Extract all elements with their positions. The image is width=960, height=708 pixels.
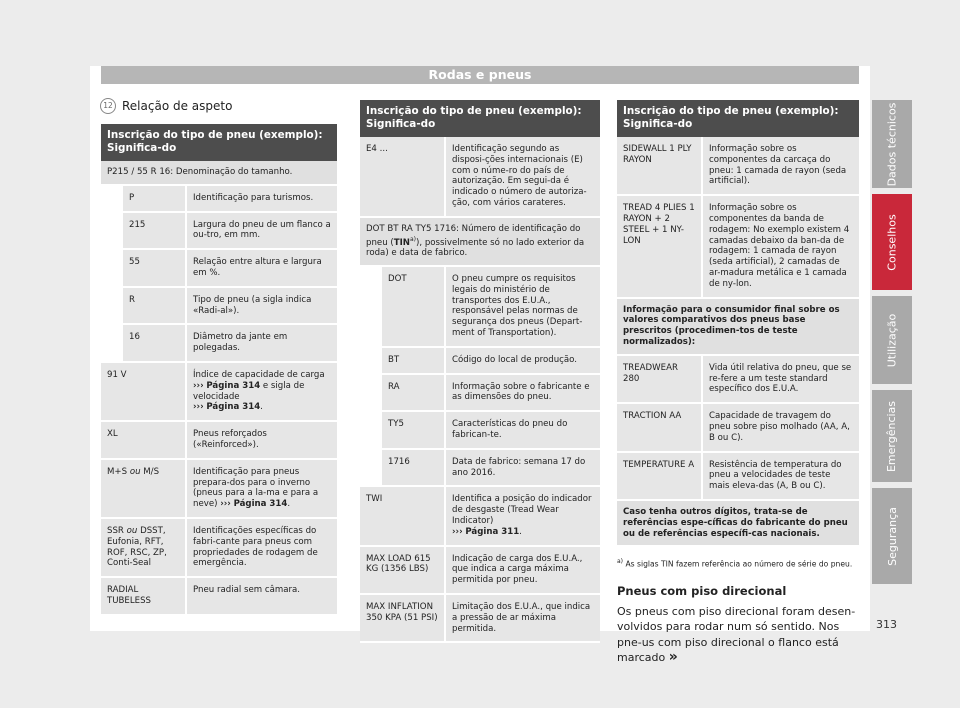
table-row: TEMPERATURE A Resistência de temperatura do pneu a velocidades de teste mais eleva-das (A, B ou C).: [617, 453, 859, 501]
table-row: RADIAL TUBELESS Pneu radial sem câmara.: [101, 578, 337, 616]
page-link-arrow: ›››: [220, 499, 231, 510]
table-row: 1716 Data de fabrico: semana 17 do ano 2016.: [360, 450, 600, 488]
tab-utilizacao[interactable]: Utilização: [872, 296, 912, 384]
section-heading: [100, 98, 232, 114]
table-row: M+S ou M/S Identificação para pneus prepara-dos para o inverno (pneus para a la-ma e para a neve) ››› Página 314.: [101, 460, 337, 519]
table-row: TREAD 4 PLIES 1 RAYON + 2 STEEL + 1 NY-LON Informação sobre os componentes da banda de rodagem: No exemplo existem 4 camadas debaixo da ban-da de rodagem: 1 camada de rayon (seda artificial), 2 camadas de ar-madura metálica e 1 camada de ny-lon.: [617, 196, 859, 298]
page-link-arrow: ›››: [193, 380, 204, 391]
page-link[interactable]: Página 311: [465, 526, 520, 537]
continue-arrow: »: [668, 649, 678, 666]
table-row: R Tipo de pneu (a sigla indica «Radi-al»).: [101, 288, 337, 326]
page-link[interactable]: Página 314: [206, 380, 261, 391]
table-section: DOT BT RA TY5 1716: Número de identificação do pneu (TIN$^{a)}$), possivelmente só no lado exterior da roda) e data de fabrico.: [360, 218, 600, 267]
table-header: Inscrição do tipo de pneu (exemplo): Significa-do: [360, 100, 600, 137]
table-row: 16 Diâmetro da jante em polegadas.: [101, 325, 337, 363]
subheading: Pneus com piso direcional: [617, 583, 787, 598]
table-row: MAX INFLATION 350 KPA (51 PSI) Limitação dos E.U.A., que indica a pressão de ar máxima permitida.: [360, 595, 600, 643]
table-row: MAX LOAD 615 KG (1356 LBS) Indicação de carga dos E.U.A., que indica a carga máxima permitida por pneu.: [360, 547, 600, 595]
table-row: SIDEWALL 1 PLY RAYON Informação sobre os componentes da carcaça do pneu: 1 camada de rayon (seda artificial).: [617, 137, 859, 196]
page-link[interactable]: Página 314: [206, 402, 261, 413]
page-link[interactable]: Página 314: [233, 499, 288, 510]
footnote: $^{a)}$ As siglas TIN fazem referência ao número de série do pneu.: [617, 558, 853, 569]
section-badge: 12: [100, 98, 116, 114]
table-row: SSR ou DSST, Eufonia, RFT, ROF, RSC, ZP, Conti-Seal Identificações específicas do fabri-cante para pneus com propriedades de rodagem de emergência.: [101, 519, 337, 578]
section-title: Relação de aspeto: [122, 99, 233, 113]
table-row: 215 Largura do pneu de um flanco a ou-tro, em mm.: [101, 213, 337, 251]
table-header: Inscrição do tipo de pneu (exemplo): Significa-do: [101, 124, 337, 161]
table-row: 55 Relação entre altura e largura em %.: [101, 250, 337, 288]
table-row: TREADWEAR 280 Vida útil relativa do pneu, que se re-fere a um teste standard específico dos E.U.A.: [617, 356, 859, 404]
table-row: RA Informação sobre o fabricante e as dimensões do pneu.: [360, 375, 600, 413]
page-number: 313: [876, 618, 897, 631]
table-section: P215 / 55 R 16: Denominação do tamanho.: [101, 161, 337, 186]
table-row: TWI Identifica a posição do indicador de desgaste (Tread Wear Indicator) ››› Página 311.: [360, 487, 600, 546]
table-row: TRACTION AA Capacidade de travagem do pneu sobre piso molhado (AA, A, B ou C).: [617, 404, 859, 452]
table-row: E4 ... Identificação segundo as disposi-ções internacionais (E) com o núme-ro do país de autorização. Em segui-da é indicado o número de autoriza-ção, com vários carateres.: [360, 137, 600, 218]
table-row: 91 V Índice de capacidade de carga ››› Página 314 e sigla de velocidade ››› Página 314.: [101, 363, 337, 422]
tab-conselhos[interactable]: Conselhos: [872, 194, 912, 290]
table-row: P Identificação para turismos.: [101, 186, 337, 213]
footnote-mark: a): [617, 558, 624, 566]
table-row: TY5 Características do pneu do fabrican-te.: [360, 412, 600, 450]
column-1: [101, 124, 337, 616]
tab-emergencias[interactable]: Emergências: [872, 390, 912, 482]
footnote-ref: a): [410, 235, 417, 243]
column-2: [360, 100, 600, 643]
tab-dados-tecnicos[interactable]: Dados técnicos: [872, 100, 912, 188]
table-row: XL Pneus reforçados («Reinforced»).: [101, 422, 337, 460]
page-link-arrow: ›››: [193, 402, 204, 413]
table-row: BT Código do local de produção.: [360, 348, 600, 375]
chapter-header: Rodas e pneus: [101, 66, 859, 84]
table-section: Caso tenha outros dígitos, trata-se de referências espe-cíficas do fabricante do pneu ou de referências específi-cas nacionais.: [617, 501, 859, 547]
table-row: DOT O pneu cumpre os requisitos legais do ministério de transportes dos E.U.A., responsável pelas normas de segurança dos pneus (Depart-ment of Transportation).: [360, 267, 600, 348]
table-section: Informação para o consumidor final sobre os valores comparativos dos pneus base prescritos (procedimen-tos de teste normalizados):: [617, 299, 859, 356]
page-link-arrow: ›››: [452, 526, 463, 537]
column-3: [617, 100, 859, 666]
body-paragraph: Os pneus com piso direcional foram desen-volvidos para rodar num só sentido. Nos pne-us com piso direcional o flanco está marcado »: [617, 604, 856, 666]
tab-seguranca[interactable]: Segurança: [872, 488, 912, 584]
table-header: Inscrição do tipo de pneu (exemplo): Significa-do: [617, 100, 859, 137]
